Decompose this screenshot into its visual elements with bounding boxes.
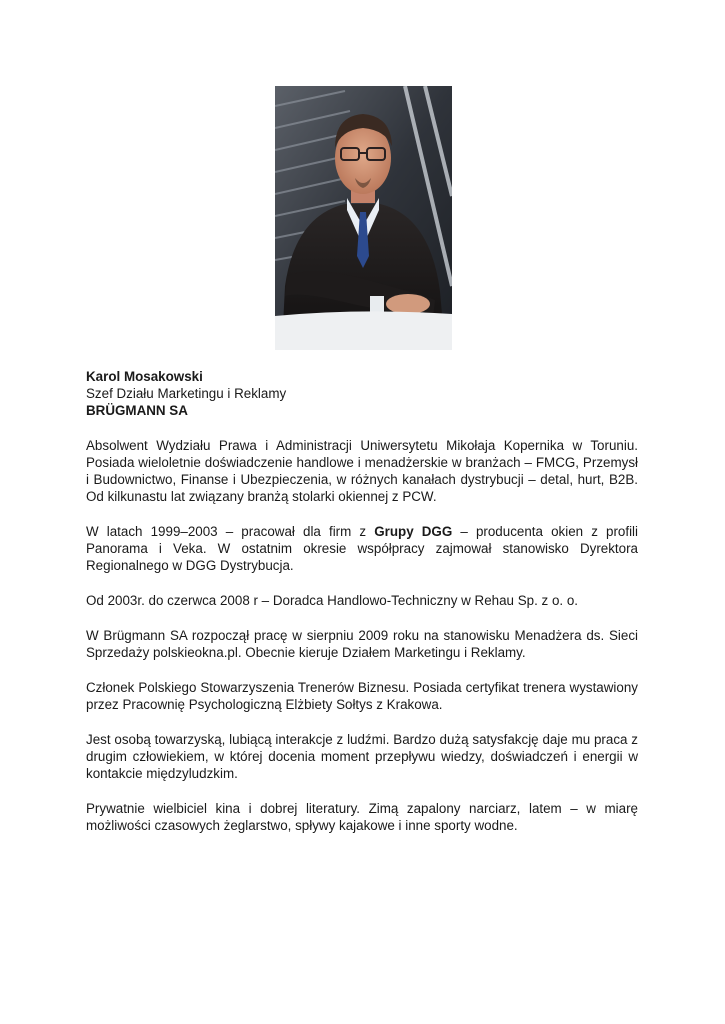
- bio-content: [86, 368, 638, 852]
- paragraph-text: W latach 1999–2003 – pracował dla firm z: [86, 523, 375, 539]
- company-name: BRÜGMANN SA: [86, 403, 188, 419]
- bio-paragraph-rehau: Od 2003r. do czerwca 2008 r – Doradca Handlowo-Techniczny w Rehau Sp. z o. o.: [86, 593, 578, 609]
- bio-paragraph-hobbies: Prywatnie wielbiciel kina i dobrej literatury. Zimą zapalony narciarz, latem – w miarę możliwości czasowych żeglarstwo, spływy kajakowe i inne sporty wodne.: [86, 800, 638, 833]
- person-name: Karol Mosakowski: [86, 369, 203, 384]
- person-position: Szef Działu Marketingu i Reklamy: [86, 386, 287, 402]
- bio-paragraph-personality: Jest osobą towarzyską, lubiącą interakcje z ludźmi. Bardzo dużą satysfakcję daje mu praca z drugim człowiekiem, w której docenia moment przepływu wiedzy, doświadczeń i energii w kontakcie międzyludzkim.: [86, 731, 638, 781]
- bio-paragraph-dgg: [86, 523, 638, 575]
- bio-paragraph-membership: Członek Polskiego Stowarzyszenia Trenerów Biznesu. Posiada certyfikat trenera wystawiony przez Pracownię Psychologiczną Elżbiety Sołtys z Krakowa.: [86, 679, 638, 712]
- portrait-photo: [275, 86, 452, 350]
- profile-header: [86, 368, 638, 420]
- bio-paragraph-education: Absolwent Wydziału Prawa i Administracji Uniwersytetu Mikołaja Kopernika w Toruniu. Posiada wieloletnie doświadczenie handlowe i menadżerskie w branżach – FMCG, Przemysł i Budownictwo, Finanse i Ubezpieczenia, w różnych kanałach dystrybucji – detal, hurt, B2B. Od kilkunastu lat związany branżą stolarki okiennej z PCW.: [86, 437, 638, 505]
- bio-paragraph-brugmann: W Brügmann SA rozpoczął pracę w sierpniu 2009 roku na stanowisku Menadżera ds. Sieci Sprzedaży polskieokna.pl. Obecnie kieruje Działem Marketingu i Reklamy.: [86, 627, 638, 660]
- paragraph-text: – producenta okien z profili Panorama i Veka. W ostatnim okresie współpracy zajmował stanowisko Dyrektora Regionalnego w DGG Dystrybucja.: [86, 523, 639, 574]
- company-highlight: Grupy DGG: [374, 523, 453, 539]
